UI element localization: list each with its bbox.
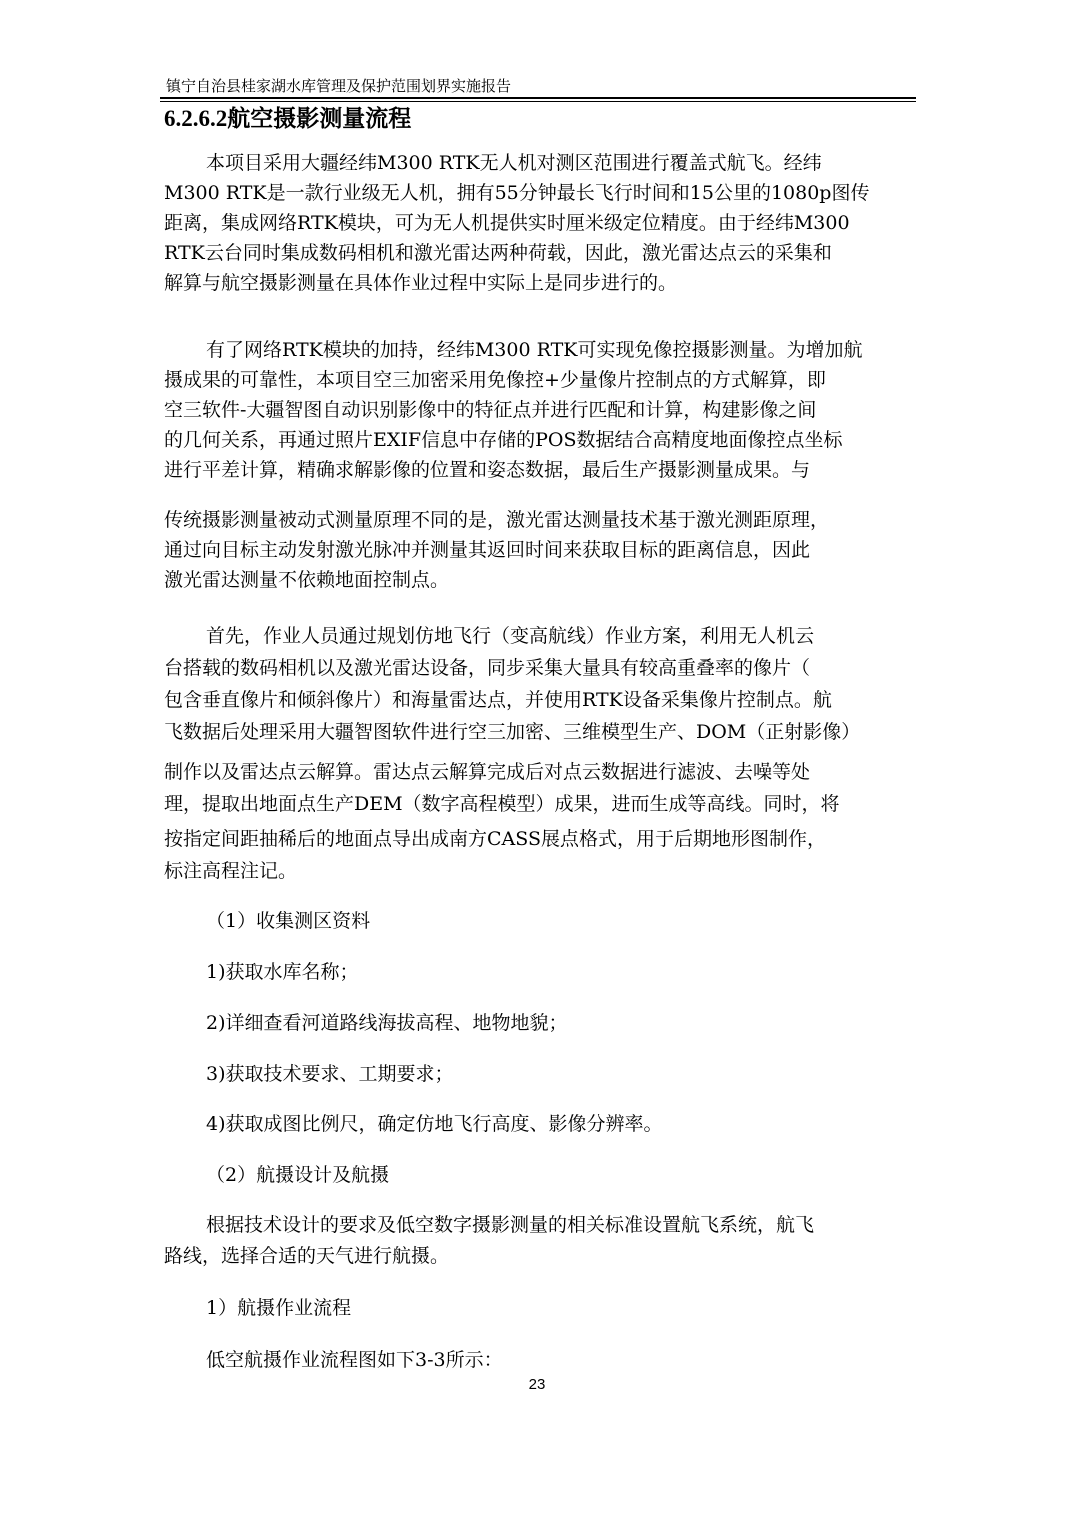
paragraph-line: 按指定间距抽稀后的地面点导出成南方CASS展点格式，用于后期地形图制作， — [164, 828, 826, 850]
list-heading: 1）航摄作业流程 — [206, 1297, 352, 1319]
paragraph-line: 标注高程注记。 — [164, 860, 298, 882]
paragraph-line: 根据技术设计的要求及低空数字摄影测量的相关标准设置航飞系统，航飞 — [206, 1214, 815, 1236]
paragraph-line: M300 RTK是一款行业级无人机，拥有55分钟最长飞行时间和15公里的1080p图传 — [164, 182, 870, 204]
list-heading: （1）收集测区资料 — [206, 910, 371, 932]
paragraph-line: 制作以及雷达点云解算。雷达点云解算完成后对点云数据进行滤波、去噪等处 — [164, 761, 811, 783]
paragraph-line: 台搭载的数码相机以及激光雷达设备，同步采集大量具有较高重叠率的像片（ — [164, 657, 811, 679]
paragraph-line: 本项目采用大疆经纬M300 RTK无人机对测区范围进行覆盖式航飞。经纬 — [206, 152, 822, 174]
paragraph-line: 空三软件-大疆智图自动识别影像中的特征点并进行匹配和计算，构建影像之间 — [164, 399, 817, 421]
page-number: 23 — [528, 1376, 546, 1393]
list-item: 2)详细查看河道路线海拔高程、地物地貌； — [206, 1012, 568, 1034]
running-header: 镇宁自治县桂家湖水库管理及保护范围划界实施报告 — [166, 77, 512, 95]
header-rule-thin — [160, 101, 916, 102]
paragraph-line: 首先，作业人员通过规划仿地飞行（变高航线）作业方案，利用无人机云 — [206, 625, 815, 647]
list-item: 3)获取技术要求、工期要求； — [206, 1063, 454, 1085]
list-item: 1)获取水库名称； — [206, 961, 359, 983]
paragraph-line: 通过向目标主动发射激光脉冲并测量其返回时间来获取目标的距离信息，因此 — [164, 539, 811, 561]
paragraph-line: 距离，集成网络RTK模块，可为无人机提供实时厘米级定位精度。由于经纬M300 — [164, 212, 850, 234]
paragraph-line: 激光雷达测量不依赖地面控制点。 — [164, 569, 450, 591]
section-title: 6.2.6.2航空摄影测量流程 — [164, 106, 412, 131]
paragraph-line: 路线，选择合适的天气进行航摄。 — [164, 1245, 450, 1267]
list-heading: （2）航摄设计及航摄 — [206, 1164, 390, 1186]
paragraph-line: 的几何关系，再通过照片EXIF信息中存储的POS数据结合高精度地面像控点坐标 — [164, 429, 843, 451]
paragraph-line: 包含垂直像片和倾斜像片）和海量雷达点，并使用RTK设备采集像片控制点。航 — [164, 689, 832, 711]
paragraph-line: 摄成果的可靠性，本项目空三加密采用免像控+少量像片控制点的方式解算，即 — [164, 369, 826, 391]
paragraph-line: 传统摄影测量被动式测量原理不同的是，激光雷达测量技术基于激光测距原理， — [164, 509, 830, 531]
paragraph-line: 理，提取出地面点生产DEM（数字高程模型）成果，进而生成等高线。同时，将 — [164, 793, 840, 815]
header-rule-thick — [160, 97, 916, 99]
paragraph-line: 低空航摄作业流程图如下3-3所示： — [206, 1349, 503, 1371]
paragraph-line: RTK云台同时集成数码相机和激光雷达两种荷载，因此，激光雷达点云的采集和 — [164, 242, 832, 264]
paragraph-line: 有了网络RTK模块的加持，经纬M300 RTK可实现免像控摄影测量。为增加航 — [206, 339, 863, 361]
paragraph-line: 飞数据后处理采用大疆智图软件进行空三加密、三维模型生产、DOM（正射影像） — [164, 721, 861, 743]
list-item: 4)获取成图比例尺，确定仿地飞行高度、影像分辨率。 — [206, 1113, 663, 1135]
paragraph-line: 进行平差计算，精确求解影像的位置和姿态数据，最后生产摄影测量成果。与 — [164, 459, 811, 481]
paragraph-line: 解算与航空摄影测量在具体作业过程中实际上是同步进行的。 — [164, 272, 678, 294]
